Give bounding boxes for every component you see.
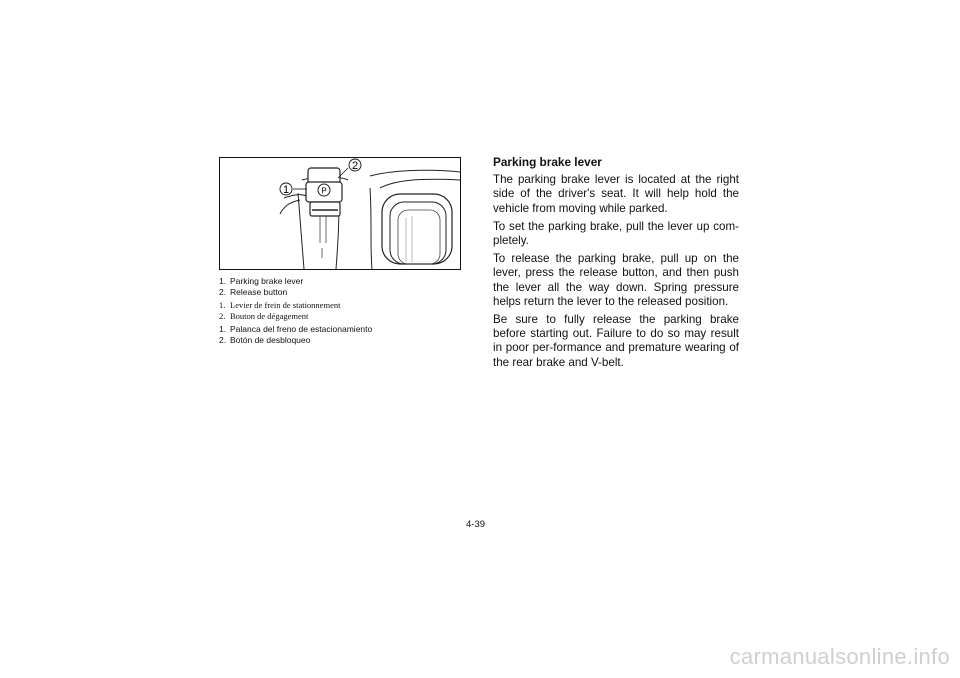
parking-brake-drawing (220, 158, 460, 269)
callout-1: 1 (282, 184, 290, 196)
lever-p-symbol: P (321, 186, 327, 196)
caption-item: 2. Release button (219, 286, 288, 297)
parking-brake-illustration (219, 157, 461, 270)
page-number: 4-39 (466, 519, 486, 530)
figure-captions (219, 276, 469, 348)
caption-item: 2. Bouton de dégagement (219, 310, 309, 321)
callout-2: 2 (351, 160, 359, 172)
paragraph-warning: Be sure to fully release the parking brake before starting out. Failure to do so may result in poor per-formance and premature wearing of the rear brake and V-belt. (493, 313, 739, 369)
caption-english (219, 276, 469, 297)
caption-item: 1. Parking brake lever (219, 276, 304, 286)
section-heading: Parking brake lever (493, 155, 602, 169)
parking-brake-section (493, 155, 739, 374)
watermark: carmanualsonline.info (729, 644, 950, 669)
caption-item: 2. Botón de desbloqueo (219, 334, 311, 345)
caption-item: 1. Palanca del freno de estacionamiento (219, 324, 373, 334)
caption-item: 1. Levier de frein de stationnement (219, 300, 341, 310)
caption-french (219, 300, 469, 321)
paragraph-set-brake: To set the parking brake, pull the lever up com-pletely. (493, 219, 739, 248)
paragraph-release-brake: To release the parking brake, pull up on the lever, press the release button, and then push the lever all the way down. Spring pressure helps return the lever to the released position. (493, 252, 739, 308)
paragraph-location: The parking brake lever is located at the right side of the driver's seat. It will help hold the vehicle from moving while parked. (493, 173, 739, 215)
caption-spanish (219, 324, 469, 345)
